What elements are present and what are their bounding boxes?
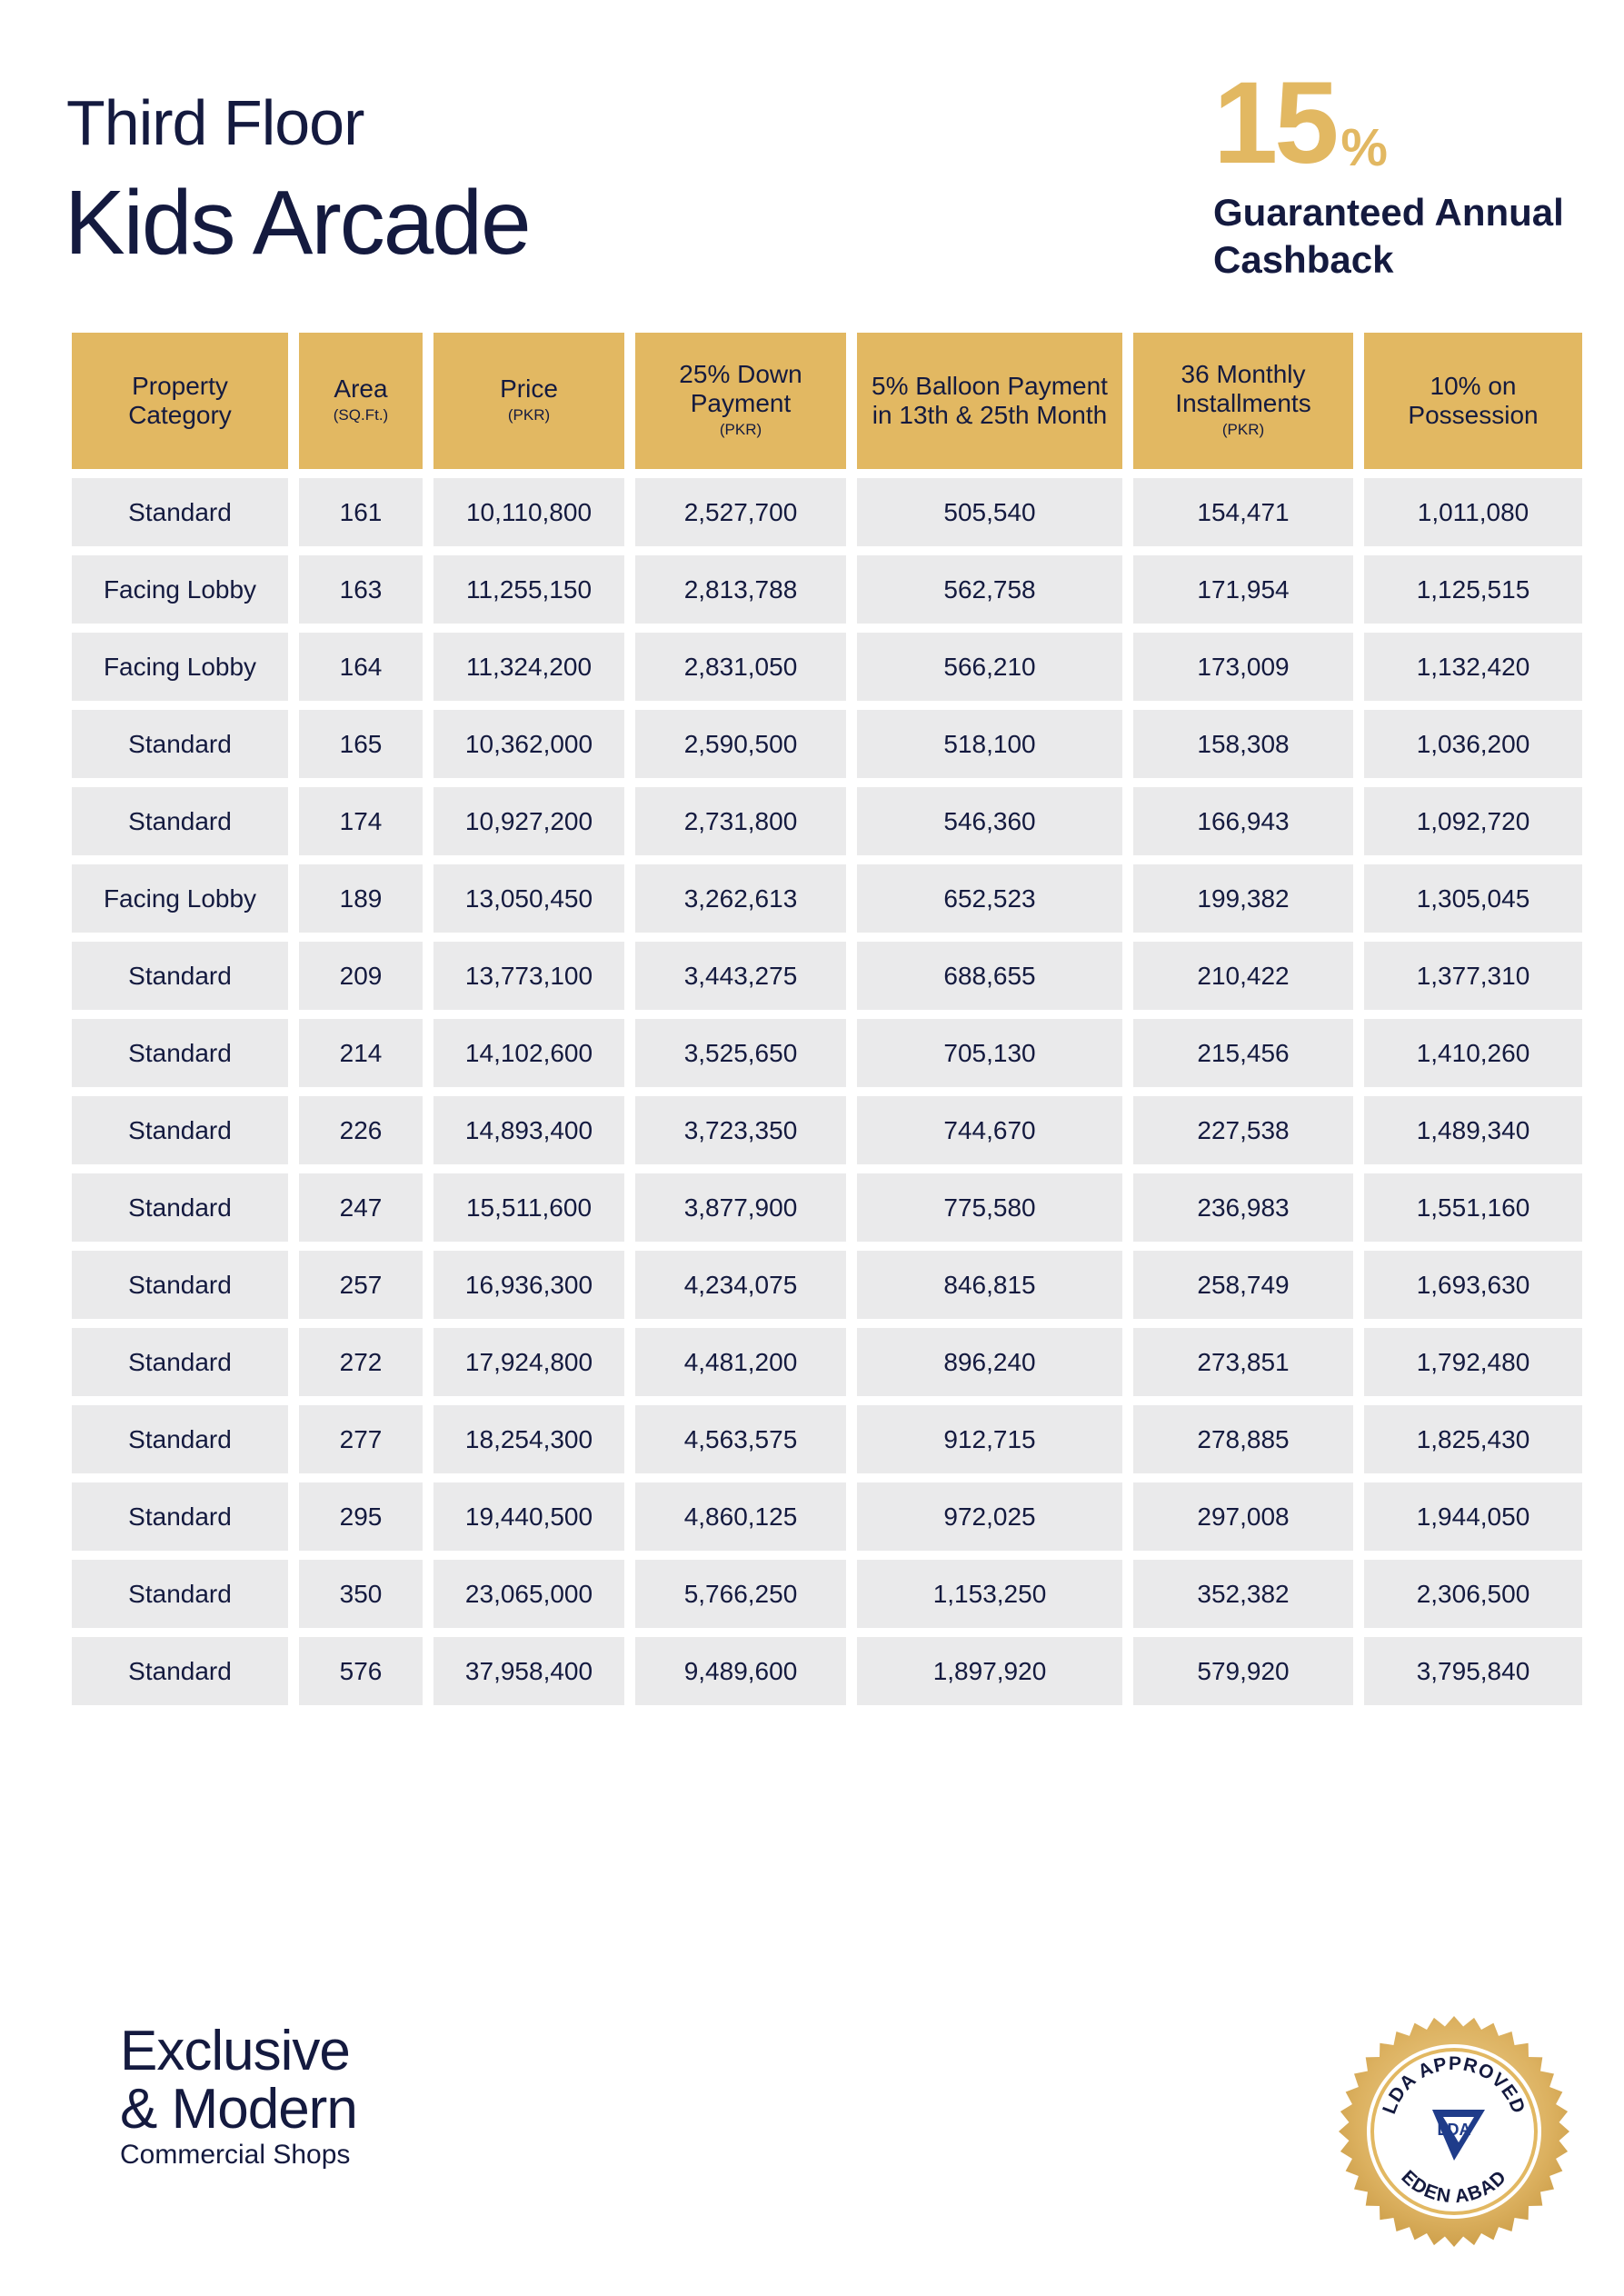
cell-price: 11,255,150 (433, 555, 624, 624)
cell-monthly-installment: 171,954 (1133, 555, 1353, 624)
cell-down-payment: 5,766,250 (635, 1560, 846, 1628)
cashback-percent-sign: % (1340, 118, 1388, 177)
cell-down-payment: 3,525,650 (635, 1019, 846, 1087)
table-row (72, 942, 1582, 1010)
cell-down-payment: 2,731,800 (635, 787, 846, 855)
table-row (72, 1251, 1582, 1319)
page-title-floor: Third Floor (66, 87, 364, 158)
table-row (72, 710, 1582, 778)
cell-price: 19,440,500 (433, 1482, 624, 1551)
cell-area: 295 (299, 1482, 423, 1551)
cell-area: 272 (299, 1328, 423, 1396)
cell-monthly-installment: 278,885 (1133, 1405, 1353, 1473)
cell-possession: 1,092,720 (1364, 787, 1582, 855)
cell-balloon-payment: 562,758 (857, 555, 1122, 624)
cell-monthly-installment: 236,983 (1133, 1173, 1353, 1242)
cell-price: 17,924,800 (433, 1328, 624, 1396)
page-title-arcade: Kids Arcade (65, 172, 530, 274)
cell-down-payment: 4,563,575 (635, 1405, 846, 1473)
seal-logo-text: LDA (1437, 2121, 1471, 2139)
cell-area: 189 (299, 864, 423, 933)
header-label: Area (334, 374, 388, 403)
cell-monthly-installment: 579,920 (1133, 1637, 1353, 1705)
cell-area: 165 (299, 710, 423, 778)
cell-category: Standard (72, 1096, 288, 1164)
cell-area: 277 (299, 1405, 423, 1473)
seal-bottom-text: EDEN ABAD (1397, 2166, 1511, 2208)
cell-category: Standard (72, 478, 288, 546)
cell-possession: 1,551,160 (1364, 1173, 1582, 1242)
header-unit: (PKR) (719, 421, 762, 438)
header-label: Price (500, 374, 558, 403)
cell-category: Standard (72, 1482, 288, 1551)
cell-down-payment: 3,262,613 (635, 864, 846, 933)
cell-balloon-payment: 1,897,920 (857, 1637, 1122, 1705)
cell-monthly-installment: 352,382 (1133, 1560, 1353, 1628)
cell-monthly-installment: 199,382 (1133, 864, 1353, 933)
cell-monthly-installment: 166,943 (1133, 787, 1353, 855)
cell-category: Standard (72, 1637, 288, 1705)
cell-balloon-payment: 775,580 (857, 1173, 1122, 1242)
cell-monthly-installment: 258,749 (1133, 1251, 1353, 1319)
table-row (72, 1173, 1582, 1242)
header-unit: (PKR) (507, 406, 551, 424)
header-unit: (PKR) (1221, 421, 1265, 438)
cell-down-payment: 3,723,350 (635, 1096, 846, 1164)
header-down-payment (635, 333, 846, 469)
table-row (72, 787, 1582, 855)
cell-price: 13,773,100 (433, 942, 624, 1010)
cell-possession: 1,125,515 (1364, 555, 1582, 624)
cell-price: 16,936,300 (433, 1251, 624, 1319)
cell-category: Standard (72, 942, 288, 1010)
cell-balloon-payment: 912,715 (857, 1405, 1122, 1473)
cell-down-payment: 2,813,788 (635, 555, 846, 624)
seal-top-text: LDA APPROVED (1379, 2052, 1529, 2117)
cell-balloon-payment: 1,153,250 (857, 1560, 1122, 1628)
cell-balloon-payment: 652,523 (857, 864, 1122, 933)
cell-balloon-payment: 846,815 (857, 1251, 1122, 1319)
cell-monthly-installment: 215,456 (1133, 1019, 1353, 1087)
cell-balloon-payment: 566,210 (857, 633, 1122, 701)
table-row (72, 1405, 1582, 1473)
cell-possession: 1,944,050 (1364, 1482, 1582, 1551)
cell-category: Facing Lobby (72, 633, 288, 701)
cell-category: Standard (72, 1560, 288, 1628)
cell-down-payment: 2,590,500 (635, 710, 846, 778)
cell-area: 214 (299, 1019, 423, 1087)
cashback-line-1: Guaranteed Annual (1213, 191, 1564, 234)
cell-down-payment: 3,877,900 (635, 1173, 846, 1242)
cell-balloon-payment: 546,360 (857, 787, 1122, 855)
cell-possession: 1,011,080 (1364, 478, 1582, 546)
cell-area: 350 (299, 1560, 423, 1628)
cell-category: Standard (72, 1251, 288, 1319)
table-row (72, 478, 1582, 546)
cell-category: Facing Lobby (72, 864, 288, 933)
cell-price: 10,110,800 (433, 478, 624, 546)
header-label: Property Category (128, 372, 232, 429)
cell-balloon-payment: 705,130 (857, 1019, 1122, 1087)
cell-possession: 1,377,310 (1364, 942, 1582, 1010)
table-row (72, 1328, 1582, 1396)
cell-area: 163 (299, 555, 423, 624)
cell-possession: 3,795,840 (1364, 1637, 1582, 1705)
tagline-line-1: Exclusive (120, 2020, 350, 2082)
cell-possession: 2,306,500 (1364, 1560, 1582, 1628)
tagline (120, 2022, 357, 2171)
cell-possession: 1,693,630 (1364, 1251, 1582, 1319)
price-table (61, 324, 1593, 1714)
cell-price: 15,511,600 (433, 1173, 624, 1242)
cell-category: Standard (72, 787, 288, 855)
cell-down-payment: 2,831,050 (635, 633, 846, 701)
cell-area: 209 (299, 942, 423, 1010)
header-area (299, 333, 423, 469)
table-body (72, 478, 1582, 1705)
cashback-percentage (1213, 58, 1564, 188)
tagline-line-2: & Modern (120, 2078, 357, 2141)
cell-area: 164 (299, 633, 423, 701)
cell-price: 10,927,200 (433, 787, 624, 855)
cell-balloon-payment: 518,100 (857, 710, 1122, 778)
table-row (72, 1019, 1582, 1087)
header-property-category (72, 333, 288, 469)
table-row (72, 1096, 1582, 1164)
cell-area: 174 (299, 787, 423, 855)
cell-monthly-installment: 158,308 (1133, 710, 1353, 778)
table-header-row (72, 333, 1582, 469)
cell-price: 23,065,000 (433, 1560, 624, 1628)
cell-price: 14,893,400 (433, 1096, 624, 1164)
cell-price: 10,362,000 (433, 710, 624, 778)
table-row (72, 1637, 1582, 1705)
header-monthly-installments (1133, 333, 1353, 469)
tagline-line-3: Commercial Shops (120, 2140, 351, 2170)
cell-monthly-installment: 173,009 (1133, 633, 1353, 701)
cell-down-payment: 4,234,075 (635, 1251, 846, 1319)
cell-price: 37,958,400 (433, 1637, 624, 1705)
cell-area: 161 (299, 478, 423, 546)
cell-area: 247 (299, 1173, 423, 1242)
cell-monthly-installment: 297,008 (1133, 1482, 1353, 1551)
cashback-line-2: Cashback (1213, 238, 1394, 281)
cell-down-payment: 4,481,200 (635, 1328, 846, 1396)
lda-approved-seal-icon (1336, 2013, 1572, 2250)
header-label: 36 Monthly Installments (1175, 360, 1311, 417)
table-row (72, 555, 1582, 624)
cell-price: 11,324,200 (433, 633, 624, 701)
cell-down-payment: 2,527,700 (635, 478, 846, 546)
cell-category: Standard (72, 1173, 288, 1242)
cell-balloon-payment: 505,540 (857, 478, 1122, 546)
header-unit: (SQ.Ft.) (333, 406, 389, 424)
cell-balloon-payment: 896,240 (857, 1328, 1122, 1396)
cell-possession: 1,410,260 (1364, 1019, 1582, 1087)
cell-category: Standard (72, 1019, 288, 1087)
cell-monthly-installment: 210,422 (1133, 942, 1353, 1010)
cell-area: 226 (299, 1096, 423, 1164)
cell-monthly-installment: 227,538 (1133, 1096, 1353, 1164)
header-on-possession (1364, 333, 1582, 469)
cell-monthly-installment: 273,851 (1133, 1328, 1353, 1396)
cell-possession: 1,132,420 (1364, 633, 1582, 701)
cell-balloon-payment: 972,025 (857, 1482, 1122, 1551)
cell-down-payment: 9,489,600 (635, 1637, 846, 1705)
cell-balloon-payment: 744,670 (857, 1096, 1122, 1164)
cell-monthly-installment: 154,471 (1133, 478, 1353, 546)
cell-balloon-payment: 688,655 (857, 942, 1122, 1010)
table-row (72, 1482, 1582, 1551)
header-price (433, 333, 624, 469)
cell-down-payment: 3,443,275 (635, 942, 846, 1010)
cell-area: 257 (299, 1251, 423, 1319)
cell-possession: 1,036,200 (1364, 710, 1582, 778)
cell-possession: 1,825,430 (1364, 1405, 1582, 1473)
cell-category: Facing Lobby (72, 555, 288, 624)
cashback-value: 15 (1213, 58, 1336, 188)
header-balloon-payment (857, 333, 1122, 469)
cell-price: 18,254,300 (433, 1405, 624, 1473)
cell-possession: 1,305,045 (1364, 864, 1582, 933)
cell-category: Standard (72, 1328, 288, 1396)
header-label: 10% on Possession (1408, 372, 1539, 429)
cell-area: 576 (299, 1637, 423, 1705)
cell-down-payment: 4,860,125 (635, 1482, 846, 1551)
cashback-promo (1213, 58, 1564, 284)
table-row (72, 1560, 1582, 1628)
cell-category: Standard (72, 1405, 288, 1473)
header-label: 5% Balloon Payment in 13th & 25th Month (872, 372, 1108, 429)
cell-price: 13,050,450 (433, 864, 624, 933)
header-label: 25% Down Payment (679, 360, 802, 417)
cell-category: Standard (72, 710, 288, 778)
table-row (72, 633, 1582, 701)
table-row (72, 864, 1582, 933)
cell-price: 14,102,600 (433, 1019, 624, 1087)
cell-possession: 1,792,480 (1364, 1328, 1582, 1396)
cell-possession: 1,489,340 (1364, 1096, 1582, 1164)
